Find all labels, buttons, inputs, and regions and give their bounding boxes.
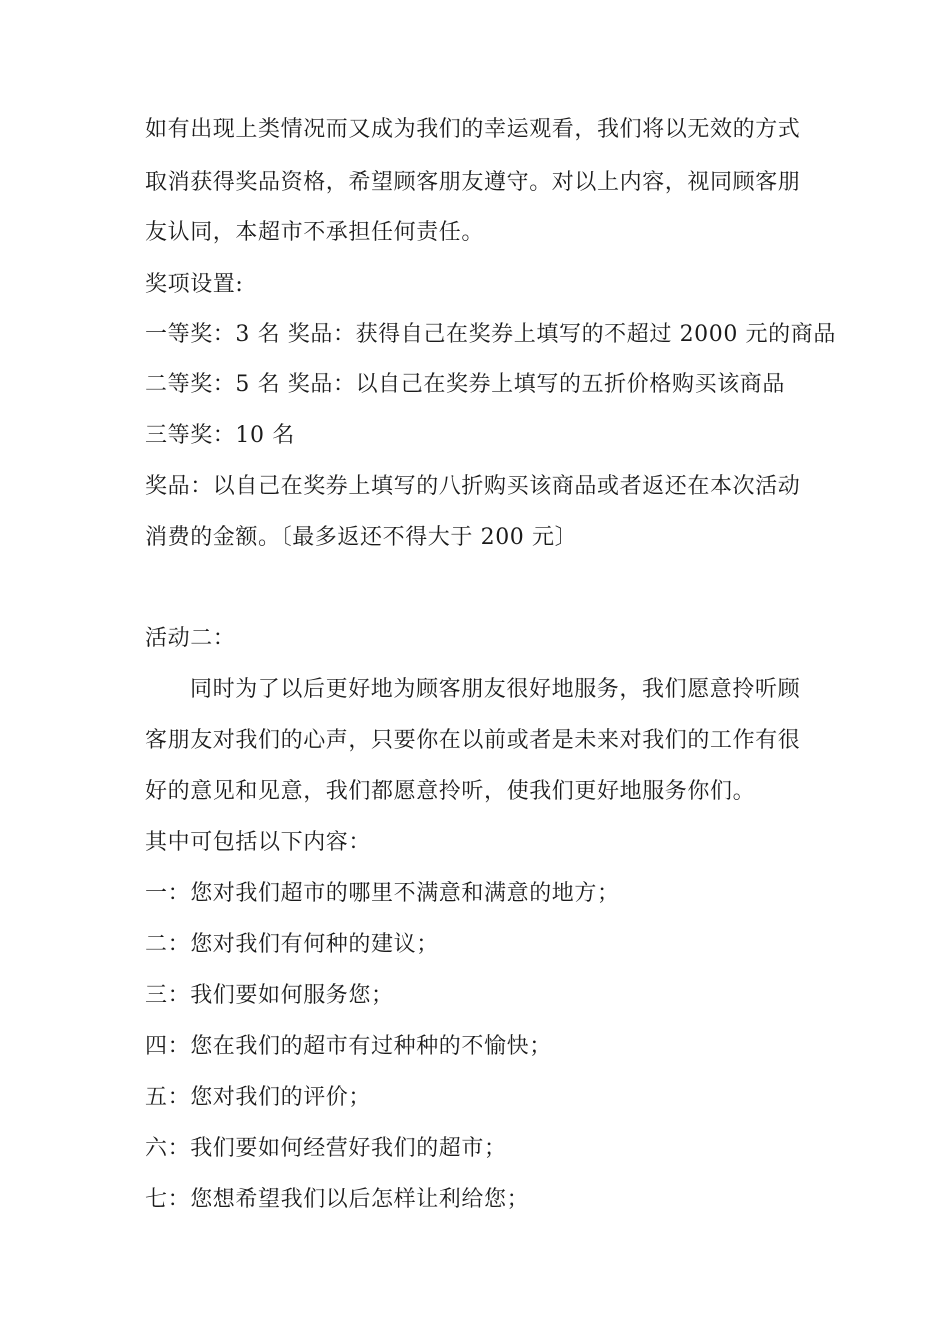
activity-two-heading: 活动二： [145,626,236,651]
list-item: 一：您对我们超市的哪里不满意和满意的地方； [145,881,620,906]
award-third-prize-line: 消费的金额。〔最多返还不得大于 200 元〕 [145,525,578,550]
activity-two-line: 客朋友对我们的心声，只要你在以前或者是未来对我们的工作有很 [145,728,801,753]
list-intro: 其中可包括以下内容： [145,830,372,855]
paragraph-line: 取消获得奖品资格，希望顾客朋友遵守。对以上内容，视同顾客朋 [145,170,801,195]
award-first: 一等奖：3 名 奖品：获得自己在奖券上填写的不超过 2000 元的商品 [145,322,836,347]
list-item: 七：您想希望我们以后怎样让利给您； [145,1187,530,1212]
award-second: 二等奖：5 名 奖品：以自己在奖券上填写的五折价格购买该商品 [145,372,785,397]
list-item: 五：您对我们的评价； [145,1085,372,1110]
award-third-prize-line: 奖品：以自己在奖券上填写的八折购买该商品或者返还在本次活动 [145,474,801,499]
list-item: 六：我们要如何经营好我们的超市； [145,1136,507,1161]
award-third: 三等奖：10 名 [145,423,295,448]
activity-two-line: 同时为了以后更好地为顾客朋友很好地服务，我们愿意拎听顾 [190,677,801,702]
paragraph-line: 友认同，本超市不承担任何责任。 [145,220,485,245]
paragraph-line: 如有出现上类情况而又成为我们的幸运观看，我们将以无效的方式 [145,117,801,142]
list-item: 二：您对我们有何种的建议； [145,932,439,957]
list-item: 四：您在我们的超市有过种种的不愉快； [145,1034,552,1059]
list-item: 三：我们要如何服务您； [145,983,394,1008]
awards-heading: 奖项设置: [145,272,244,297]
activity-two-line: 好的意见和见意，我们都愿意拎听，使我们更好地服务你们。 [145,779,756,804]
